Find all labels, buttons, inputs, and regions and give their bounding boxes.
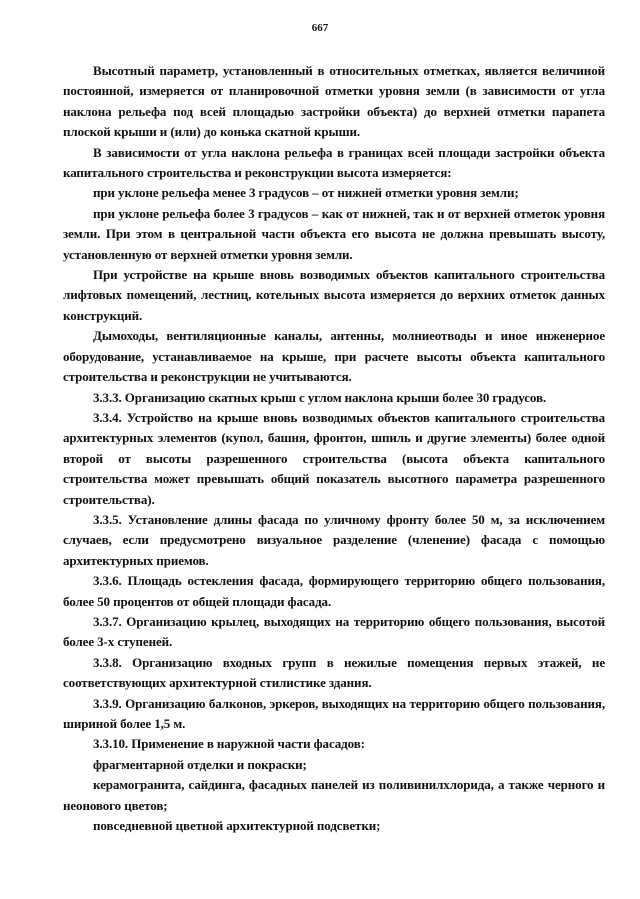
- paragraph-3-3-7: 3.3.7. Организацию крылец, выходящих на территорию общего пользования, высотой более 3-х ступеней.: [63, 613, 605, 650]
- list-item-color-lighting: повседневной цветной архитектурной подсветки;: [93, 818, 381, 834]
- list-item-ceramic-granite: керамогранита, сайдинга, фасадных панелей из поливинилхлорида, а также черного и неонового цветов;: [63, 777, 605, 813]
- page-number: 667: [311, 22, 329, 34]
- paragraph-3-3-8: 3.3.8. Организацию входных групп в нежилые помещения первых этажей, не соответствующих архитектурной стилистике здания.: [63, 654, 605, 691]
- paragraph-roof-equipment: Дымоходы, вентиляционные каналы, антенны, молниеотводы и иное инженерное оборудование, устанавливаемое на крыше, при расчете высоты объекта капитального строительства и реконструкции не учитываются.: [63, 328, 605, 385]
- document-body: [63, 61, 605, 836]
- paragraph-slope-less-3: при уклоне рельефа менее 3 градусов – от нижней отметки уровня земли;: [93, 185, 519, 201]
- paragraph-3-3-3: 3.3.3. Организацию скатных крыш с углом наклона крыши более 30 градусов.: [93, 389, 547, 405]
- paragraph-roof-structures: При устройстве на крыше вновь возводимых объектов капитального строительства лифтовых помещений, лестниц, котельных высота измеряется до верхних отметок данных конструкций.: [63, 267, 605, 323]
- paragraph-slope-more-3: при уклоне рельефа более 3 градусов – как от нижней, так и от верхней отметок уровня земли. При этом в центральной части объекта его высота не должна превышать высоту, установленную от верхней отметки уровня земли.: [63, 205, 605, 262]
- paragraph-height-parameter: Высотный параметр, установленный в относительных отметках, является величиной постоянной, измеряется от планировочной отметки уровня земли (в зависимости от угла наклона рельефа под всей площадью застройки объекта) до верхней отметки парапета плоской крыши и (или) до конька скатной крыши.: [63, 63, 605, 140]
- paragraph-3-3-9: 3.3.9. Организацию балконов, эркеров, выходящих на территорию общего пользования, шириной более 1,5 м.: [63, 695, 605, 731]
- paragraph-3-3-10: 3.3.10. Применение в наружной части фасадов:: [93, 736, 365, 752]
- paragraph-3-3-4: 3.3.4. Устройство на крыше вновь возводимых объектов капитального строительства архитектурных элементов (купол, башня, фронтон, шпиль и другие элементы) более одной второй от высоты разрешенного строительства (высота объекта капитального строительства может превышать общий показатель высотного параметра разрешенного строительства).: [63, 409, 605, 507]
- paragraph-3-3-6: 3.3.6. Площадь остекления фасада, формирующего территорию общего пользования, более 50 процентов от общей площади фасада.: [63, 573, 605, 609]
- list-item-fragmentary-finish: фрагментарной отделки и покраски;: [93, 756, 307, 772]
- paragraph-height-measurement: В зависимости от угла наклона рельефа в границах всей площади застройки объекта капитального строительства и реконструкции высота измеряется:: [63, 144, 605, 181]
- paragraph-3-3-5: 3.3.5. Установление длины фасада по уличному фронту более 50 м, за исключением случаев, если предусмотрено визуальное разделение (членение) фасада с помощью архитектурных приемов.: [63, 511, 605, 568]
